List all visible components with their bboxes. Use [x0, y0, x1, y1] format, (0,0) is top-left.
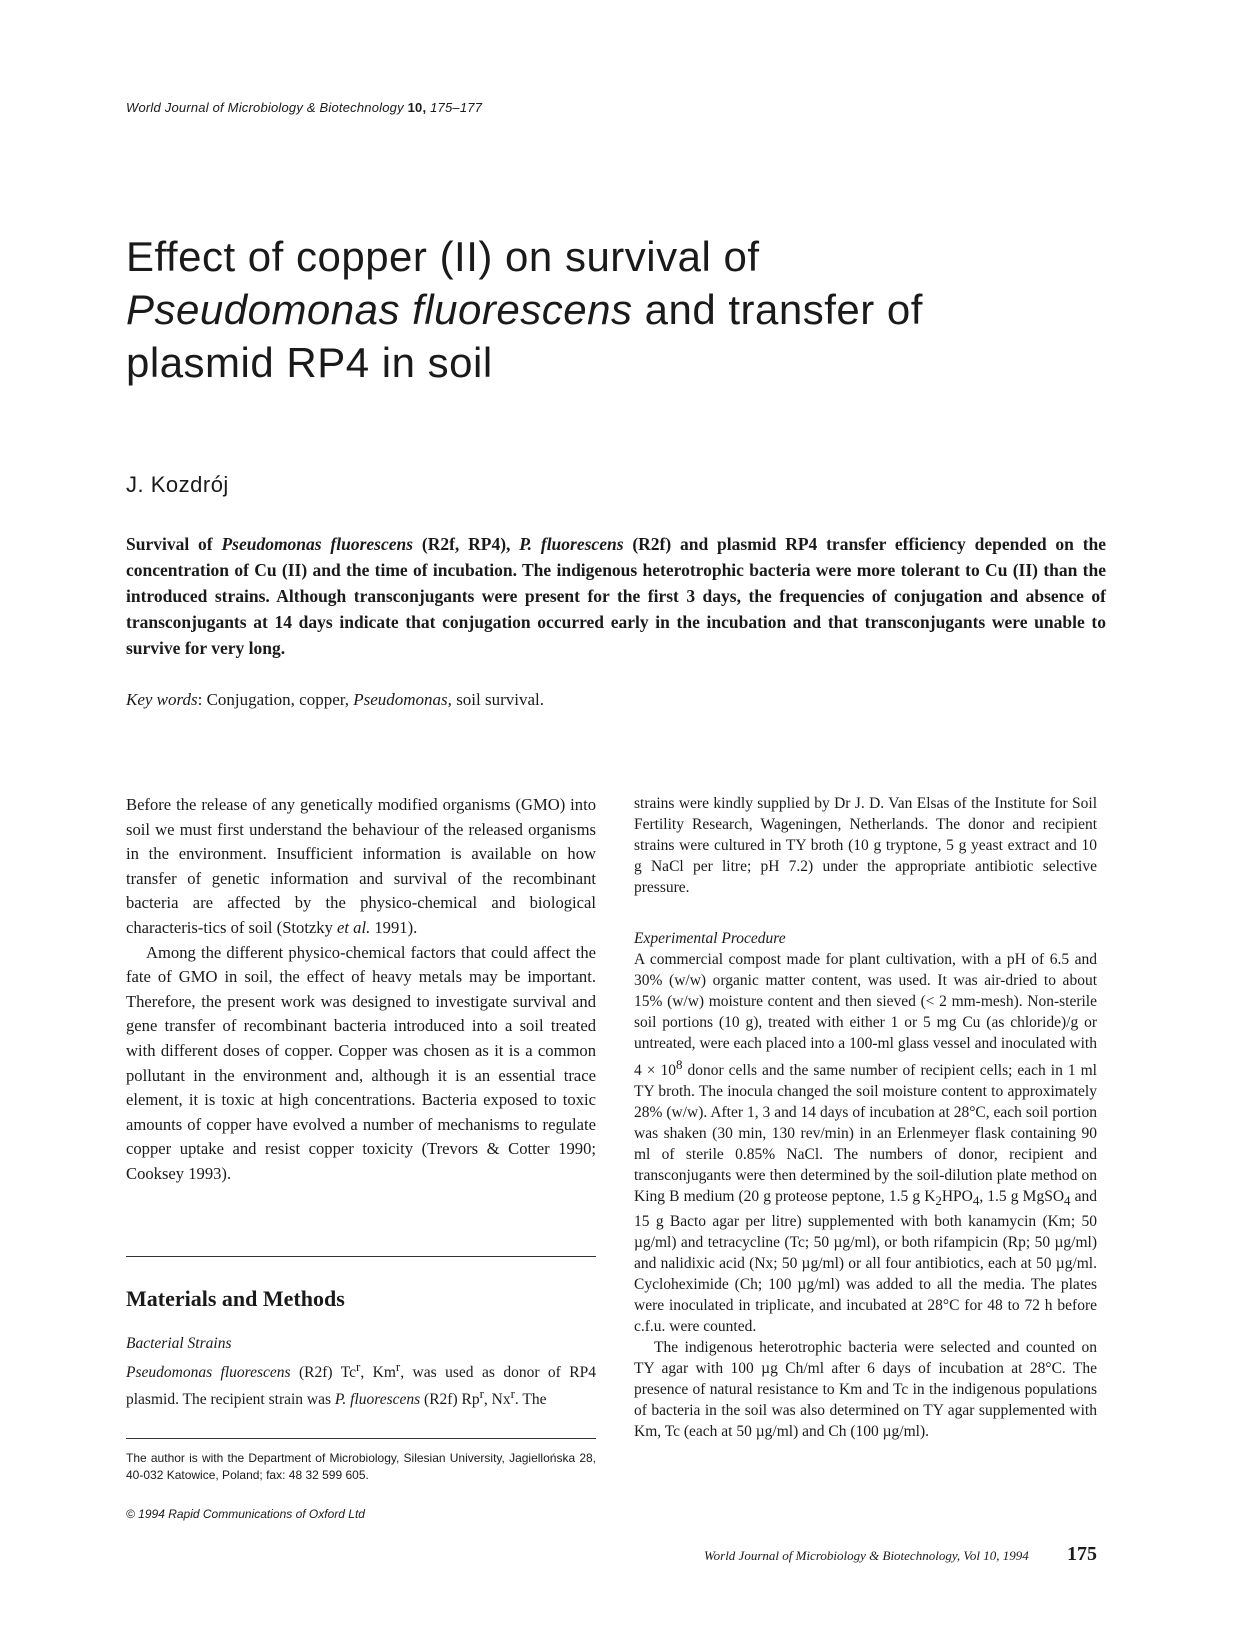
- journal-volume: 10,: [407, 100, 427, 115]
- footer-journal-citation: World Journal of Microbiology & Biotechnology, Vol 10, 1994: [704, 1548, 1029, 1563]
- exp-text-5: and 15 g Bacto agar per litre) supplemented with both kanamycin (Km; 50 µg/ml) and tetracycline (Tc; 50 µg/ml), or both rifampicin (Rp; 50 µg/ml) and nalidixic acid (Nx; 50 µg/ml) or all four antibiotics, each at 50 µg/ml. Cycloheximide (Ch; 100 µg/ml) was added to all the media. The plates were inoculated in triplicate, and incubated at 28°C for 48 to 72 h before c.f.u. were counted.: [634, 1188, 1097, 1336]
- sub-2: 2: [935, 1193, 942, 1209]
- strain-text-6: . The: [514, 1391, 547, 1409]
- abstract-species-2: P. fluorescens: [519, 534, 624, 554]
- abstract-text-3: (R2f) and plasmid RP4 transfer efficiency depended on the concentration of Cu (II) and the time of incubation. The indigenous heterotrophic bacteria were more tolerant to Cu (II) than the introduced strains. Although transconjugants were present for the first 3 days, the frequencies of conjugation and absence of transconjugants at 14 days indicate that conjugation occurred early in the incubation and that transconjugants were unable to survive for very long.: [126, 534, 1107, 658]
- journal-name: World Journal of Microbiology & Biotechnology: [126, 100, 404, 115]
- sup-r-3: r: [479, 1386, 484, 1402]
- strain-species-1: Pseudomonas fluorescens: [126, 1364, 291, 1382]
- experimental-procedure-heading: Experimental Procedure: [634, 930, 786, 947]
- exp-text-3: HPO: [941, 1188, 973, 1206]
- abstract: [126, 531, 1106, 661]
- bacterial-strains-heading: Bacterial Strains: [126, 1335, 232, 1352]
- keywords-text-2: soil survival.: [451, 690, 545, 709]
- abstract-text-1: Survival of: [126, 534, 222, 554]
- running-header: [126, 100, 482, 115]
- sup-r-1: r: [356, 1359, 361, 1374]
- keywords-species: Pseudomonas,: [353, 690, 452, 709]
- abstract-species-1: Pseudomonas fluorescens: [221, 534, 414, 554]
- strain-text-1: (R2f) Tc: [290, 1364, 357, 1382]
- title-line-2: and transfer of: [632, 286, 923, 333]
- journal-pages: 175–177: [430, 100, 483, 115]
- section-divider: [126, 1256, 596, 1257]
- sub-4-a: 4: [972, 1193, 980, 1209]
- methods-heading: Materials and Methods: [126, 1286, 345, 1311]
- exp-text-1: A commercial compost made for plant cultivation, with a pH of 6.5 and 30% (w/w) organic matter content, was used. It was air-dried to about 15% (w/w) moisture content and then sieved (< 2 mm-mesh). Non-sterile soil portions (10 g), treated with either 1 or 5 mg Cu (as chloride)/g or untreated, were each placed into a 100-ml glass vessel and inoculated with 4 × 10: [634, 951, 1097, 1080]
- footnote-divider: [126, 1438, 596, 1439]
- exp-text-4: , 1.5 g MgSO: [979, 1188, 1065, 1206]
- article-title: [126, 230, 1086, 389]
- author-name: J. Kozdrój: [126, 472, 229, 497]
- keywords-label: Key words: [126, 690, 198, 709]
- keywords-text-1: : Conjugation, copper,: [197, 690, 354, 709]
- experimental-paragraph-1: [634, 949, 1097, 1337]
- page-number: 175: [1067, 1543, 1097, 1565]
- intro-paragraph-1: [126, 793, 596, 941]
- strain-text-2: , Km: [360, 1364, 396, 1382]
- introduction: [126, 793, 596, 1187]
- sub-4-b: 4: [1064, 1193, 1071, 1209]
- strain-text-5: , Nx: [483, 1391, 511, 1409]
- intro-p1-text: Before the release of any genetically modified organisms (GMO) into soil we must first understand the behaviour of the released organisms in the environment. Insufficient information is available on how transfer of genetic information and survival of the recombinant bacteria are affected by the physico-chemical and biological characteris-tics of soil (Stotzky: [126, 795, 596, 937]
- strain-text-4: (R2f) Rp: [420, 1391, 480, 1409]
- exp-superscript-8: 8: [676, 1057, 683, 1072]
- experimental-paragraph-2: The indigenous heterotrophic bacteria were selected and counted on TY agar with 100 µg Ch/ml after 6 days of incubation at 28°C. The presence of natural resistance to Km and Tc in the indigenous populations of bacteria in the soil was also determined on TY agar supplemented with Km, Tc (each at 50 µg/ml) and Ch (100 µg/ml).: [634, 1339, 1097, 1441]
- keywords: [126, 690, 544, 710]
- exp-text-2: donor cells and the same number of recipient cells; each in 1 ml TY broth. The inocula changed the soil moisture content to approximately 28% (w/w). After 1, 3 and 14 days of incubation at 28°C, each soil portion was shaken (30 min, 130 rev/min) in an Erlenmeyer flask containing 90 ml of sterile 0.85% NaCl. The numbers of donor, recipient and transconjugants were then determined by the soil-dilution plate method on King B medium (20 g proteose peptone, 1.5 g K: [634, 1062, 1097, 1206]
- copyright-notice: © 1994 Rapid Communications of Oxford Ltd: [126, 1507, 365, 1521]
- right-column: [634, 793, 1097, 1442]
- strain-text-3: , was used as donor of RP4 plasmid. The recipient strain was: [126, 1364, 596, 1409]
- author-affiliation: The author is with the Department of Microbiology, Silesian University, Jagiellońska 28, 40-032 Katowice, Poland; fax: 48 32 599 605.: [126, 1451, 596, 1482]
- abstract-text-2: (R2f, RP4),: [413, 534, 520, 554]
- sup-r-2: r: [395, 1359, 401, 1374]
- title-line-3: plasmid RP4 in soil: [126, 339, 493, 386]
- intro-paragraph-2: Among the different physico-chemical factors that could affect the fate of GMO in soil, the effect of heavy metals may be important. Therefore, the present work was designed to investigate survival and gene transfer of recombinant bacteria introduced into a soil treated with different doses of copper. Copper was chosen as it is a common pollutant in the environment and, although it is an essential trace element, it is toxic at high concentrations. Bacteria exposed to toxic amounts of copper have evolved a number of mechanisms to regulate copper uptake and resist copper toxicity (Trevors & Cotter 1990; Cooksey 1993).: [126, 942, 596, 1183]
- intro-etal: et al.: [337, 917, 371, 937]
- sup-r-4: r: [510, 1386, 515, 1402]
- bacterial-strains-text: [126, 1356, 596, 1410]
- strain-species-2: P. fluorescens: [334, 1391, 421, 1409]
- strains-continued: strains were kindly supplied by Dr J. D. Van Elsas of the Institute for Soil Fertility Research, Wageningen, Netherlands. The donor and recipient strains were cultured in TY broth (10 g tryptone, 5 g yeast extract and 10 g NaCl per litre; pH 7.2) under the appropriate antibiotic selective pressure.: [634, 795, 1097, 896]
- intro-p1-end: 1991).: [370, 917, 418, 937]
- title-line-1: Effect of copper (II) on survival of: [126, 233, 760, 280]
- title-species: Pseudomonas fluorescens: [126, 286, 633, 333]
